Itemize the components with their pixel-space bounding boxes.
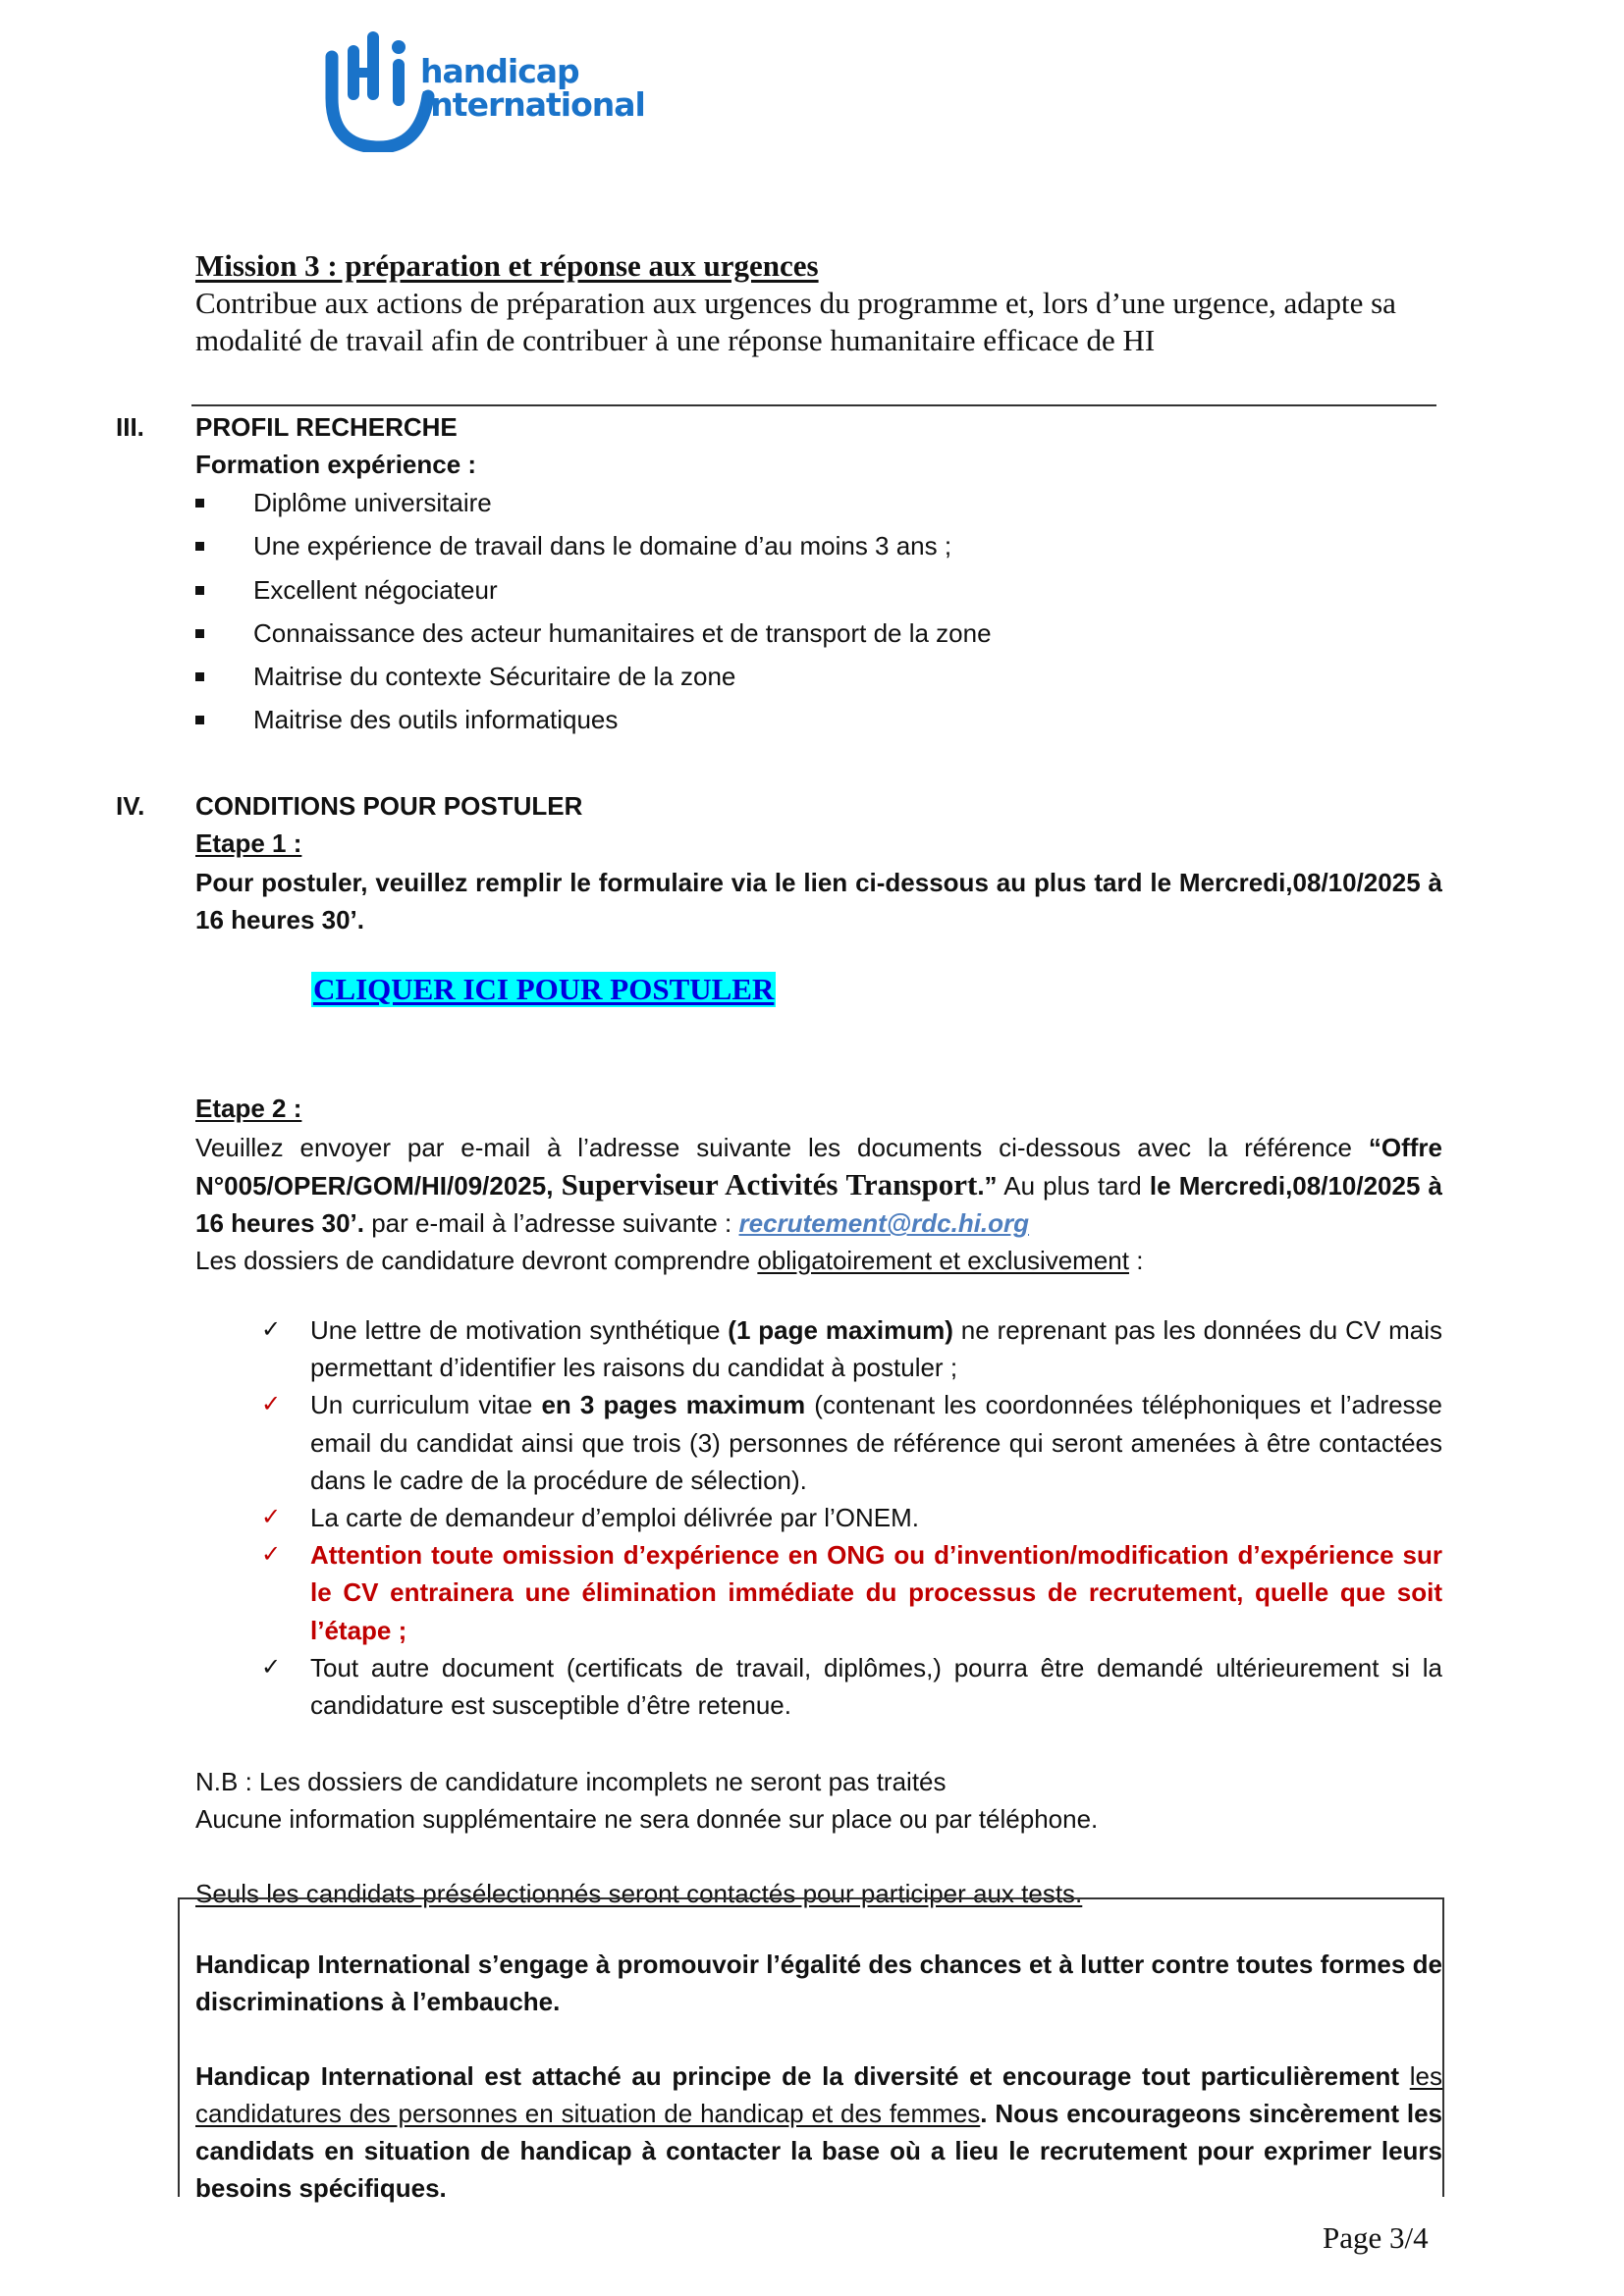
list-item	[261, 1536, 1442, 1649]
deadline: le Mercredi,08/10/2025 à 16 heures 30’.	[195, 1171, 1443, 1238]
mission-3-body: Contribue aux actions de préparation aux urgences du programme et, lors d’une urgence, adapte sa modalité de travail afin de contribuer à une réponse humanitaire efficace de HI	[195, 286, 1396, 357]
check-icon: ✓	[261, 1504, 282, 1531]
list-item: Maitrise du contexte Sécuritaire de la zone	[195, 659, 992, 702]
section-4-title: CONDITIONS POUR POSTULER	[195, 791, 583, 821]
offer-reference: Offre N°005/OPER/GOM/HI/09/2025,	[195, 1133, 1442, 1201]
square-bullet-icon	[195, 716, 204, 724]
section-divider	[191, 404, 1436, 406]
list-item: ✓ Un curriculum vitae en 3 pages maximum (contenant les coordonnées téléphoniques et l’adresse email du candidat ainsi que trois (3) personnes de référence qui seront amenées à être contactées dans le cadre de la procédure de sélection).	[261, 1386, 1442, 1499]
section-3-number: III.	[116, 412, 144, 442]
section-3-subtitle: Formation expérience :	[195, 450, 477, 479]
logo-line2: international	[420, 85, 645, 124]
list-item: Diplôme universitaire	[195, 485, 992, 528]
list-item: Maitrise des outils informatiques	[195, 702, 992, 745]
job-title: Superviseur Activités Transport	[561, 1167, 978, 1201]
no-info-note: Aucune information supplémentaire ne sera donnée sur place ou par téléphone.	[195, 1804, 1099, 1834]
logo-wordmark	[420, 52, 645, 124]
commitment-paragraph-1: Handicap International s’engage à promouvoir l’égalité des chances et à lutter contre toutes formes de discriminations à l’embauche.	[195, 1949, 1442, 2016]
required-documents-list	[261, 1311, 1442, 1724]
step-1-label: Etape 1 :	[195, 828, 302, 858]
list-item: Une expérience de travail dans le domaine d’au moins 3 ans ;	[195, 528, 992, 571]
shortlist-note: Seuls les candidats présélectionnés seront contactés pour participer aux tests.	[195, 1879, 1083, 1908]
step-2-text: Veuillez envoyer par e-mail à l’adresse suivante les documents ci-dessous avec la référence “Offre N°005/OPER/GOM/HI/09/2025, Superviseur Activités Transport.” Au plus tard le Mercredi,08/10/2025 à 16 heures 30’. par e-mail à l’adresse suivante : recrutement@rdc.hi.org Les dossiers de candidature devront comprendre obligatoirement et exclusivement :	[195, 1133, 1443, 1275]
square-bullet-icon	[195, 586, 204, 595]
mission-3-title: Mission 3 : préparation et réponse aux urgences	[195, 248, 819, 283]
list-item: Excellent négociateur	[195, 572, 992, 615]
page-number: Page 3/4	[1323, 2220, 1429, 2255]
list-item: ✓ Tout autre document (certificats de travail, diplômes,) pourra être demandé ultérieurement si la candidature est susceptible d’être retenue.	[261, 1649, 1442, 1724]
square-bullet-icon	[195, 542, 204, 551]
list-item: ✓ La carte de demandeur d’emploi délivrée par l’ONEM.	[261, 1499, 1442, 1536]
square-bullet-icon	[195, 672, 204, 681]
check-icon: ✓	[261, 1653, 282, 1681]
section-4-number: IV.	[116, 791, 145, 821]
logo-line1: handicap	[420, 52, 579, 90]
step-2-label: Etape 2 :	[195, 1094, 302, 1123]
section-3-title: PROFIL RECHERCHE	[195, 412, 458, 442]
commitment-paragraph-2: Handicap International est attaché au principe de la diversité et encourage tout particulièrement les candidatures des personnes en situation de handicap et des femmes. Nous encourageons sincèrement les candidats en situation de handicap à contacter la base où a lieu le recrutement pour exprimer leurs besoins spécifiques.	[195, 2061, 1442, 2203]
notes-block	[195, 1763, 1098, 1912]
check-icon: ✓	[261, 1541, 282, 1569]
recruitment-email-link[interactable]: recrutement@rdc.hi.org	[738, 1208, 1030, 1238]
profile-list	[195, 485, 992, 746]
nb-note: N.B : Les dossiers de candidature incomplets ne seront pas traités	[195, 1767, 947, 1796]
list-item: ✓ Une lettre de motivation synthétique (1 page maximum) ne reprenant pas les données du CV mais permettant d’identifier les raisons du candidat à postuler ;	[261, 1311, 1442, 1386]
warning-text: Attention toute omission d’expérience en ONG ou d’invention/modification d’expérience sur le CV entrainera une élimination immédiate du processus de recrutement, quelle que soit l’étape ;	[310, 1540, 1442, 1645]
apply-link[interactable]: CLIQUER ICI POUR POSTULER	[313, 972, 775, 1006]
step-1-text: Pour postuler, veuillez remplir le formulaire via le lien ci-dessous au plus tard le Mercredi,08/10/2025 à 16 heures 30’.	[195, 868, 1442, 934]
mission-3-block	[195, 247, 1442, 359]
list-item: Connaissance des acteur humanitaires et de transport de la zone	[195, 615, 992, 659]
square-bullet-icon	[195, 629, 204, 638]
check-icon: ✓	[261, 1316, 282, 1343]
square-bullet-icon	[195, 499, 204, 507]
check-icon: ✓	[261, 1391, 282, 1418]
